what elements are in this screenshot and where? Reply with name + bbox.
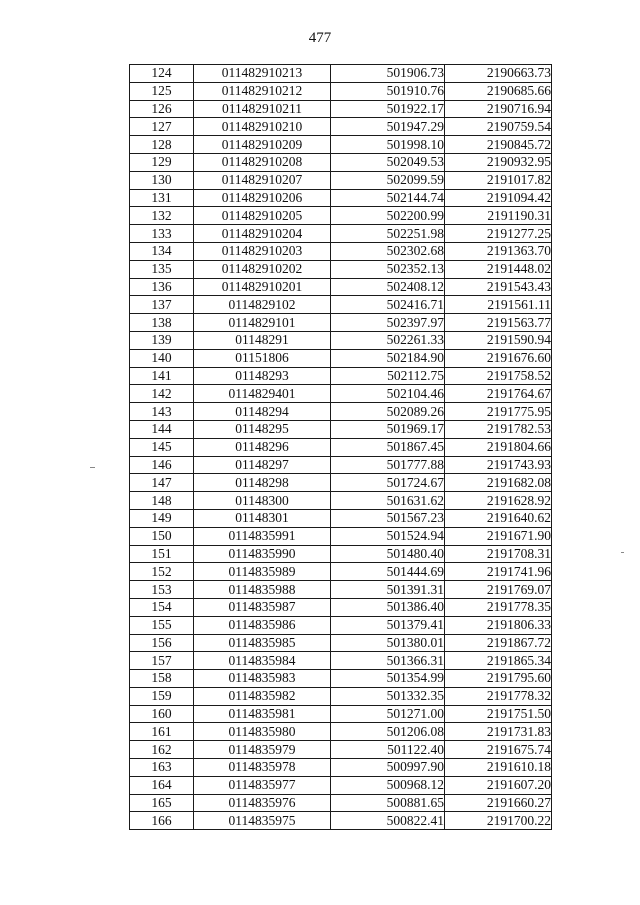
table-row	[130, 278, 552, 296]
table-row	[130, 242, 552, 260]
x-coordinate-cell: 502416.71	[331, 296, 445, 314]
x-coordinate-cell: 500881.65	[331, 794, 445, 812]
table-row	[130, 509, 552, 527]
parcel-code-cell: 0114835984	[194, 652, 331, 670]
x-coordinate-cell: 501724.67	[331, 474, 445, 492]
parcel-code-cell: 01148301	[194, 509, 331, 527]
table-row	[130, 474, 552, 492]
y-coordinate-cell: 2191867.72	[445, 634, 552, 652]
row-number-cell: 137	[130, 296, 194, 314]
table-row	[130, 759, 552, 777]
x-coordinate-cell: 501391.31	[331, 581, 445, 599]
parcel-code-cell: 0114835986	[194, 616, 331, 634]
x-coordinate-cell: 502184.90	[331, 349, 445, 367]
y-coordinate-cell: 2190716.94	[445, 100, 552, 118]
x-coordinate-cell: 501379.41	[331, 616, 445, 634]
x-coordinate-cell: 501906.73	[331, 65, 445, 83]
parcel-code-cell: 011482910211	[194, 100, 331, 118]
parcel-code-cell: 0114835979	[194, 741, 331, 759]
x-coordinate-cell: 502089.26	[331, 403, 445, 421]
y-coordinate-cell: 2190663.73	[445, 65, 552, 83]
row-number-cell: 136	[130, 278, 194, 296]
parcel-code-cell: 011482910210	[194, 118, 331, 136]
parcel-code-cell: 0114835987	[194, 598, 331, 616]
row-number-cell: 164	[130, 776, 194, 794]
x-coordinate-cell: 502049.53	[331, 153, 445, 171]
scan-speck	[90, 467, 95, 468]
x-coordinate-cell: 501910.76	[331, 82, 445, 100]
x-coordinate-cell: 502112.75	[331, 367, 445, 385]
y-coordinate-cell: 2191865.34	[445, 652, 552, 670]
y-coordinate-cell: 2191190.31	[445, 207, 552, 225]
row-number-cell: 124	[130, 65, 194, 83]
parcel-code-cell: 0114835988	[194, 581, 331, 599]
y-coordinate-cell: 2191778.32	[445, 687, 552, 705]
x-coordinate-cell: 500997.90	[331, 759, 445, 777]
parcel-code-cell: 01148295	[194, 420, 331, 438]
y-coordinate-cell: 2191017.82	[445, 171, 552, 189]
parcel-code-cell: 0114835978	[194, 759, 331, 777]
parcel-code-cell: 0114835982	[194, 687, 331, 705]
x-coordinate-cell: 501922.17	[331, 100, 445, 118]
row-number-cell: 125	[130, 82, 194, 100]
table-row	[130, 687, 552, 705]
parcel-code-cell: 01148298	[194, 474, 331, 492]
row-number-cell: 163	[130, 759, 194, 777]
parcel-code-cell: 01148294	[194, 403, 331, 421]
y-coordinate-cell: 2191778.35	[445, 598, 552, 616]
parcel-code-cell: 01148297	[194, 456, 331, 474]
table-row	[130, 403, 552, 421]
y-coordinate-cell: 2191682.08	[445, 474, 552, 492]
coordinates-table-body	[130, 65, 552, 830]
row-number-cell: 143	[130, 403, 194, 421]
x-coordinate-cell: 501969.17	[331, 420, 445, 438]
parcel-code-cell: 011482910213	[194, 65, 331, 83]
y-coordinate-cell: 2191563.77	[445, 314, 552, 332]
parcel-code-cell: 011482910207	[194, 171, 331, 189]
parcel-code-cell: 0114835983	[194, 670, 331, 688]
table-row	[130, 794, 552, 812]
row-number-cell: 146	[130, 456, 194, 474]
row-number-cell: 133	[130, 225, 194, 243]
parcel-code-cell: 0114835991	[194, 527, 331, 545]
parcel-code-cell: 011482910208	[194, 153, 331, 171]
table-row	[130, 527, 552, 545]
x-coordinate-cell: 501444.69	[331, 563, 445, 581]
x-coordinate-cell: 502397.97	[331, 314, 445, 332]
table-row	[130, 171, 552, 189]
parcel-code-cell: 011482910205	[194, 207, 331, 225]
x-coordinate-cell: 501947.29	[331, 118, 445, 136]
table-row	[130, 100, 552, 118]
y-coordinate-cell: 2191764.67	[445, 385, 552, 403]
row-number-cell: 144	[130, 420, 194, 438]
coordinates-table	[129, 64, 552, 830]
row-number-cell: 161	[130, 723, 194, 741]
y-coordinate-cell: 2191676.60	[445, 349, 552, 367]
row-number-cell: 142	[130, 385, 194, 403]
y-coordinate-cell: 2191743.93	[445, 456, 552, 474]
y-coordinate-cell: 2191561.11	[445, 296, 552, 314]
x-coordinate-cell: 501386.40	[331, 598, 445, 616]
x-coordinate-cell: 502104.46	[331, 385, 445, 403]
row-number-cell: 139	[130, 331, 194, 349]
row-number-cell: 145	[130, 438, 194, 456]
y-coordinate-cell: 2191700.22	[445, 812, 552, 830]
table-row	[130, 367, 552, 385]
table-row	[130, 670, 552, 688]
y-coordinate-cell: 2191628.92	[445, 492, 552, 510]
table-row	[130, 492, 552, 510]
x-coordinate-cell: 501777.88	[331, 456, 445, 474]
parcel-code-cell: 011482910204	[194, 225, 331, 243]
x-coordinate-cell: 502261.33	[331, 331, 445, 349]
parcel-code-cell: 0114835989	[194, 563, 331, 581]
y-coordinate-cell: 2191804.66	[445, 438, 552, 456]
parcel-code-cell: 0114829102	[194, 296, 331, 314]
table-row	[130, 260, 552, 278]
x-coordinate-cell: 502352.13	[331, 260, 445, 278]
parcel-code-cell: 0114835985	[194, 634, 331, 652]
y-coordinate-cell: 2190759.54	[445, 118, 552, 136]
parcel-code-cell: 01148300	[194, 492, 331, 510]
row-number-cell: 159	[130, 687, 194, 705]
table-row	[130, 634, 552, 652]
table-row	[130, 136, 552, 154]
x-coordinate-cell: 501867.45	[331, 438, 445, 456]
row-number-cell: 135	[130, 260, 194, 278]
table-row	[130, 225, 552, 243]
y-coordinate-cell: 2191731.83	[445, 723, 552, 741]
parcel-code-cell: 011482910209	[194, 136, 331, 154]
table-row	[130, 314, 552, 332]
table-row	[130, 581, 552, 599]
parcel-code-cell: 0114829401	[194, 385, 331, 403]
parcel-code-cell: 011482910212	[194, 82, 331, 100]
y-coordinate-cell: 2191543.43	[445, 278, 552, 296]
parcel-code-cell: 011482910201	[194, 278, 331, 296]
y-coordinate-cell: 2190845.72	[445, 136, 552, 154]
row-number-cell: 132	[130, 207, 194, 225]
y-coordinate-cell: 2191708.31	[445, 545, 552, 563]
table-row	[130, 118, 552, 136]
table-row	[130, 652, 552, 670]
table-row	[130, 331, 552, 349]
x-coordinate-cell: 501998.10	[331, 136, 445, 154]
table-row	[130, 705, 552, 723]
row-number-cell: 127	[130, 118, 194, 136]
y-coordinate-cell: 2191751.50	[445, 705, 552, 723]
x-coordinate-cell: 501524.94	[331, 527, 445, 545]
table-row	[130, 776, 552, 794]
parcel-code-cell: 0114835980	[194, 723, 331, 741]
parcel-code-cell: 01148293	[194, 367, 331, 385]
table-row	[130, 723, 552, 741]
x-coordinate-cell: 501480.40	[331, 545, 445, 563]
x-coordinate-cell: 501271.00	[331, 705, 445, 723]
row-number-cell: 151	[130, 545, 194, 563]
parcel-code-cell: 0114835977	[194, 776, 331, 794]
parcel-code-cell: 0114835990	[194, 545, 331, 563]
x-coordinate-cell: 500968.12	[331, 776, 445, 794]
x-coordinate-cell: 501332.35	[331, 687, 445, 705]
x-coordinate-cell: 501631.62	[331, 492, 445, 510]
x-coordinate-cell: 501567.23	[331, 509, 445, 527]
y-coordinate-cell: 2191640.62	[445, 509, 552, 527]
y-coordinate-cell: 2191795.60	[445, 670, 552, 688]
y-coordinate-cell: 2191769.07	[445, 581, 552, 599]
parcel-code-cell: 01148296	[194, 438, 331, 456]
row-number-cell: 134	[130, 242, 194, 260]
row-number-cell: 128	[130, 136, 194, 154]
table-row	[130, 598, 552, 616]
x-coordinate-cell: 502144.74	[331, 189, 445, 207]
x-coordinate-cell: 501122.40	[331, 741, 445, 759]
y-coordinate-cell: 2191806.33	[445, 616, 552, 634]
table-row	[130, 741, 552, 759]
y-coordinate-cell: 2190685.66	[445, 82, 552, 100]
row-number-cell: 160	[130, 705, 194, 723]
row-number-cell: 157	[130, 652, 194, 670]
scan-speck	[621, 552, 624, 553]
y-coordinate-cell: 2191741.96	[445, 563, 552, 581]
row-number-cell: 149	[130, 509, 194, 527]
y-coordinate-cell: 2191277.25	[445, 225, 552, 243]
parcel-code-cell: 011482910203	[194, 242, 331, 260]
x-coordinate-cell: 502408.12	[331, 278, 445, 296]
x-coordinate-cell: 501206.08	[331, 723, 445, 741]
table-row	[130, 82, 552, 100]
y-coordinate-cell: 2191671.90	[445, 527, 552, 545]
x-coordinate-cell: 502099.59	[331, 171, 445, 189]
row-number-cell: 131	[130, 189, 194, 207]
table-row	[130, 563, 552, 581]
row-number-cell: 126	[130, 100, 194, 118]
table-row	[130, 296, 552, 314]
y-coordinate-cell: 2191775.95	[445, 403, 552, 421]
row-number-cell: 141	[130, 367, 194, 385]
y-coordinate-cell: 2191607.20	[445, 776, 552, 794]
parcel-code-cell: 011482910206	[194, 189, 331, 207]
row-number-cell: 155	[130, 616, 194, 634]
row-number-cell: 153	[130, 581, 194, 599]
table-row	[130, 812, 552, 830]
row-number-cell: 147	[130, 474, 194, 492]
parcel-code-cell: 0114829101	[194, 314, 331, 332]
table-row	[130, 616, 552, 634]
row-number-cell: 140	[130, 349, 194, 367]
row-number-cell: 154	[130, 598, 194, 616]
y-coordinate-cell: 2191448.02	[445, 260, 552, 278]
row-number-cell: 158	[130, 670, 194, 688]
x-coordinate-cell: 502251.98	[331, 225, 445, 243]
table-row	[130, 545, 552, 563]
row-number-cell: 129	[130, 153, 194, 171]
table-row	[130, 65, 552, 83]
parcel-code-cell: 01151806	[194, 349, 331, 367]
row-number-cell: 156	[130, 634, 194, 652]
parcel-code-cell: 0114835975	[194, 812, 331, 830]
y-coordinate-cell: 2190932.95	[445, 153, 552, 171]
table-row	[130, 153, 552, 171]
y-coordinate-cell: 2191590.94	[445, 331, 552, 349]
row-number-cell: 162	[130, 741, 194, 759]
table-row	[130, 207, 552, 225]
row-number-cell: 148	[130, 492, 194, 510]
x-coordinate-cell: 501380.01	[331, 634, 445, 652]
y-coordinate-cell: 2191758.52	[445, 367, 552, 385]
y-coordinate-cell: 2191610.18	[445, 759, 552, 777]
row-number-cell: 152	[130, 563, 194, 581]
page-number: 477	[308, 30, 332, 46]
x-coordinate-cell: 502200.99	[331, 207, 445, 225]
parcel-code-cell: 011482910202	[194, 260, 331, 278]
parcel-code-cell: 01148291	[194, 331, 331, 349]
row-number-cell: 165	[130, 794, 194, 812]
table-row	[130, 385, 552, 403]
table-row	[130, 349, 552, 367]
row-number-cell: 130	[130, 171, 194, 189]
parcel-code-cell: 0114835981	[194, 705, 331, 723]
y-coordinate-cell: 2191094.42	[445, 189, 552, 207]
row-number-cell: 150	[130, 527, 194, 545]
y-coordinate-cell: 2191660.27	[445, 794, 552, 812]
table-row	[130, 456, 552, 474]
y-coordinate-cell: 2191363.70	[445, 242, 552, 260]
table-row	[130, 189, 552, 207]
table-row	[130, 438, 552, 456]
x-coordinate-cell: 501366.31	[331, 652, 445, 670]
x-coordinate-cell: 500822.41	[331, 812, 445, 830]
row-number-cell: 138	[130, 314, 194, 332]
parcel-code-cell: 0114835976	[194, 794, 331, 812]
x-coordinate-cell: 501354.99	[331, 670, 445, 688]
y-coordinate-cell: 2191675.74	[445, 741, 552, 759]
y-coordinate-cell: 2191782.53	[445, 420, 552, 438]
x-coordinate-cell: 502302.68	[331, 242, 445, 260]
row-number-cell: 166	[130, 812, 194, 830]
table-row	[130, 420, 552, 438]
